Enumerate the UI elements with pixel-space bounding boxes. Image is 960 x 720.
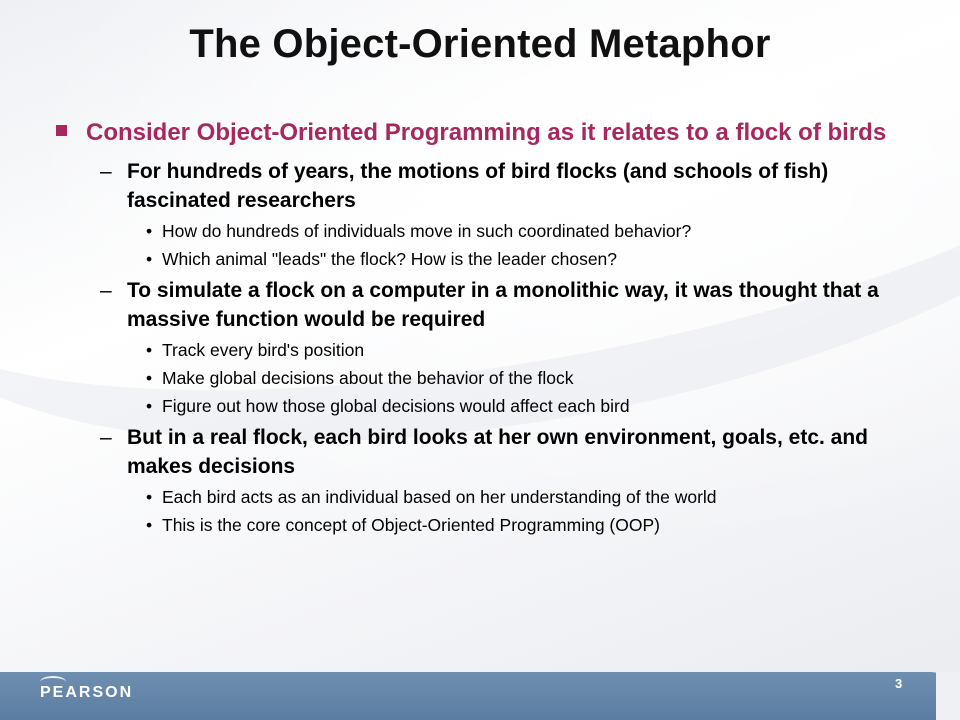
point-2-sub-3-text: Figure out how those global decisions would affect each bird [162, 396, 630, 416]
footer-cap [936, 672, 960, 720]
main-bullet-text: Consider Object-Oriented Programming as it relates to a flock of birds [86, 119, 887, 146]
dot-bullet-icon: • [146, 396, 153, 416]
point-3-text: But in a real flock, each bird looks at her own environment, goals, etc. and makes decisions [127, 426, 868, 478]
point-2-sub-3 [146, 394, 916, 418]
dash-icon: – [100, 426, 112, 449]
point-3-sub-2 [146, 513, 916, 537]
slide-content [56, 116, 916, 537]
dot-bullet-icon: • [146, 340, 153, 360]
footer-bar [0, 672, 960, 720]
dot-bullet-icon: • [146, 249, 153, 269]
pearson-logo: PEARSON [40, 684, 134, 701]
dot-bullet-icon: • [146, 221, 153, 241]
point-2-sub-1 [146, 338, 916, 362]
point-3 [100, 423, 916, 481]
point-1-sub-1-text: How do hundreds of individuals move in such coordinated behavior? [162, 221, 692, 241]
dash-icon: – [100, 160, 112, 183]
point-2-text: To simulate a flock on a computer in a monolithic way, it was thought that a massive function would be required [127, 279, 879, 331]
point-1-sub-1 [146, 219, 916, 243]
point-1-sub-2-text: Which animal "leads" the flock? How is the leader chosen? [162, 249, 618, 269]
point-1 [100, 157, 916, 215]
page-number: 3 [895, 676, 903, 691]
point-2 [100, 276, 916, 334]
point-1-sub-2 [146, 247, 916, 271]
point-3-sub-1-text: Each bird acts as an individual based on her understanding of the world [162, 487, 717, 507]
slide-title: The Object-Oriented Metaphor [189, 22, 771, 66]
point-2-sub-1-text: Track every bird's position [162, 340, 365, 360]
point-1-text: For hundreds of years, the motions of bird flocks (and schools of fish) fascinated researchers [127, 160, 829, 212]
point-2-sub-2 [146, 366, 916, 390]
square-bullet-icon [56, 116, 86, 136]
point-2-sub-2-text: Make global decisions about the behavior of the flock [162, 368, 574, 388]
point-3-sub-2-text: This is the core concept of Object-Oriented Programming (OOP) [162, 515, 660, 535]
dot-bullet-icon: • [146, 368, 153, 388]
point-3-sub-1 [146, 485, 916, 509]
dot-bullet-icon: • [146, 515, 153, 535]
dash-icon: – [100, 279, 112, 302]
dot-bullet-icon: • [146, 487, 153, 507]
main-bullet [56, 116, 916, 149]
